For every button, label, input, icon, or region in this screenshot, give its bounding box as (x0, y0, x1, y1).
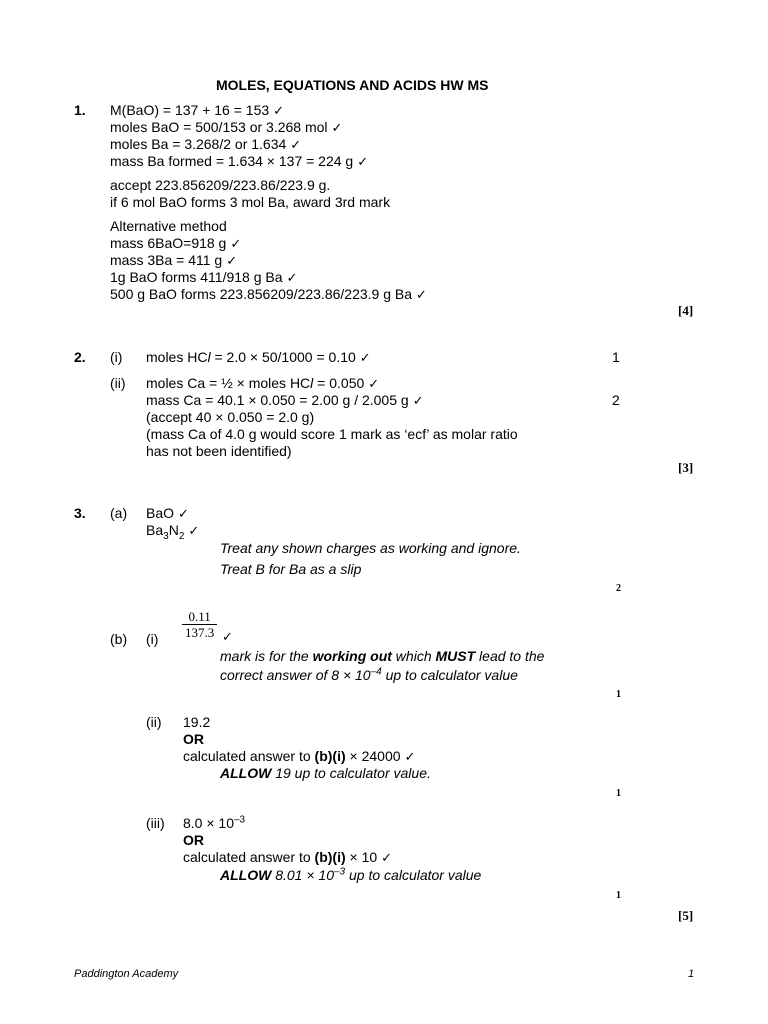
q3-b-ii-allow: ALLOW 19 up to calculator value. (220, 765, 431, 781)
fraction-denominator: 137.3 (185, 625, 215, 640)
tick-icon: ✓ (381, 850, 393, 865)
tick-icon: ✓ (290, 137, 302, 152)
question-2-number: 2. (74, 349, 86, 365)
q3-part-a-mark: 2 (616, 583, 621, 594)
q3-part-a-line-1: BaO ✓ (146, 505, 189, 521)
q3-part-b-i-label: (i) (146, 631, 159, 647)
q1-total-marks: [4] (678, 303, 694, 318)
q1-line-1: M(BaO) = 137 + 16 = 153 ✓ (110, 102, 285, 118)
q3-b-ii-mark: 1 (616, 788, 621, 799)
q1-alternative-title: Alternative method (110, 218, 227, 234)
q3-b-iii-or: OR (183, 832, 204, 848)
q2-part-ii-line-5: has not been identified) (146, 443, 292, 459)
q3-b-ii-calculated: calculated answer to (b)(i) × 24000 ✓ (183, 748, 416, 764)
q3-b-i-note-2: correct answer of $8 \times 10^{-4}$ up to calculator value (220, 666, 518, 683)
tick-icon: ✓ (222, 629, 233, 644)
q3-b-i-mark: 1 (616, 689, 621, 700)
q3-b-i-note-1: mark is for the working out which MUST lead to the (220, 648, 545, 664)
q2-part-i-label: (i) (110, 349, 123, 365)
tick-icon: ✓ (404, 749, 416, 764)
q1-alt-line-4: 500 g BaO forms 223.856209/223.86/223.9 g Ba ✓ (110, 286, 427, 302)
q2-part-ii-line-1: moles Ca = ½ × moles HCl = 0.050 ✓ (146, 375, 380, 391)
q2-part-ii-label: (ii) (110, 375, 126, 391)
fraction-numerator: 0.11 (182, 609, 217, 625)
q3-part-b-label: (b) (110, 631, 128, 647)
tick-icon: ✓ (416, 287, 427, 302)
question-3-number: 3. (74, 505, 86, 521)
tick-icon: ✓ (188, 523, 200, 538)
q3-part-a-note-1: Treat any shown charges as working and ignore. (220, 540, 521, 556)
q3-b-iii-allow: ALLOW $8.01 \times 10^{-3}$ up to calculator value (220, 866, 482, 883)
q3-total-marks: [5] (678, 908, 694, 923)
footer-page-number: 1 (688, 968, 695, 980)
tick-icon: ✓ (286, 270, 298, 285)
q3-b-iii-calculated: calculated answer to (b)(i) × 10 ✓ (183, 849, 393, 865)
q1-line-3: moles Ba = 3.268/2 or 1.634 ✓ (110, 136, 302, 152)
q2-part-i-mark: 1 (612, 349, 620, 365)
tick-icon: ✓ (357, 154, 369, 169)
tick-icon: ✓ (359, 350, 371, 365)
tick-icon: ✓ (273, 103, 285, 118)
q1-alt-line-2: mass 3Ba = 411 g ✓ (110, 252, 238, 268)
q1-accept-note: accept 223.856209/223.86/223.9 g. (110, 177, 331, 193)
q1-line-2: moles BaO = 500/153 or 3.268 mol ✓ (110, 119, 343, 135)
tick-icon: ✓ (226, 253, 238, 268)
q3-part-a-line-2: $Ba_3N_2$ ✓ (146, 522, 200, 542)
q1-alt-line-3: 1g BaO forms 411/918 g Ba ✓ (110, 269, 298, 285)
q1-alt-line-1: mass 6BaO=918 g ✓ (110, 235, 242, 251)
q1-line-4: mass Ba formed = 1.634 × 137 = 224 g ✓ (110, 153, 369, 169)
q2-part-i-answer: moles HCl = 2.0 × 50/1000 = 0.10 ✓ (146, 349, 371, 365)
q1-award-note: if 6 mol BaO forms 3 mol Ba, award 3rd mark (110, 194, 391, 210)
footer-school-name: Paddington Academy (74, 968, 179, 980)
q3-part-b-ii-label: (ii) (146, 714, 162, 730)
tick-icon: ✓ (178, 506, 189, 521)
tick-icon: ✓ (331, 120, 343, 135)
q3-part-a-label: (a) (110, 505, 128, 521)
q3-b-ii-value: 19.2 (183, 714, 211, 730)
q3-b-iii-value: $8.0 \times 10^{-3}$ (183, 814, 246, 831)
question-1-number: 1. (74, 102, 86, 118)
tick-icon: ✓ (368, 376, 380, 391)
q3-b-i-fraction (182, 609, 217, 640)
q3-b-ii-or: OR (183, 731, 204, 747)
q2-part-ii-line-2: mass Ca = 40.1 × 0.050 = 2.00 g / 2.005 g ✓ (146, 392, 424, 408)
tick-icon: ✓ (230, 236, 242, 251)
q3-part-b-iii-label: (iii) (146, 815, 165, 831)
q2-total-marks: [3] (678, 460, 694, 475)
q2-part-ii-line-4: (mass Ca of 4.0 g would score 1 mark as ‘ecf’ as molar ratio (146, 426, 518, 442)
q2-part-ii-mark: 2 (612, 392, 620, 408)
page-title: MOLES, EQUATIONS AND ACIDS HW MS (216, 77, 489, 93)
q3-part-a-note-2: Treat B for Ba as a slip (220, 561, 362, 577)
q3-b-iii-mark: 1 (616, 890, 621, 901)
q2-part-ii-line-3: (accept 40 × 0.050 = 2.0 g) (146, 409, 315, 425)
tick-icon: ✓ (412, 393, 424, 408)
